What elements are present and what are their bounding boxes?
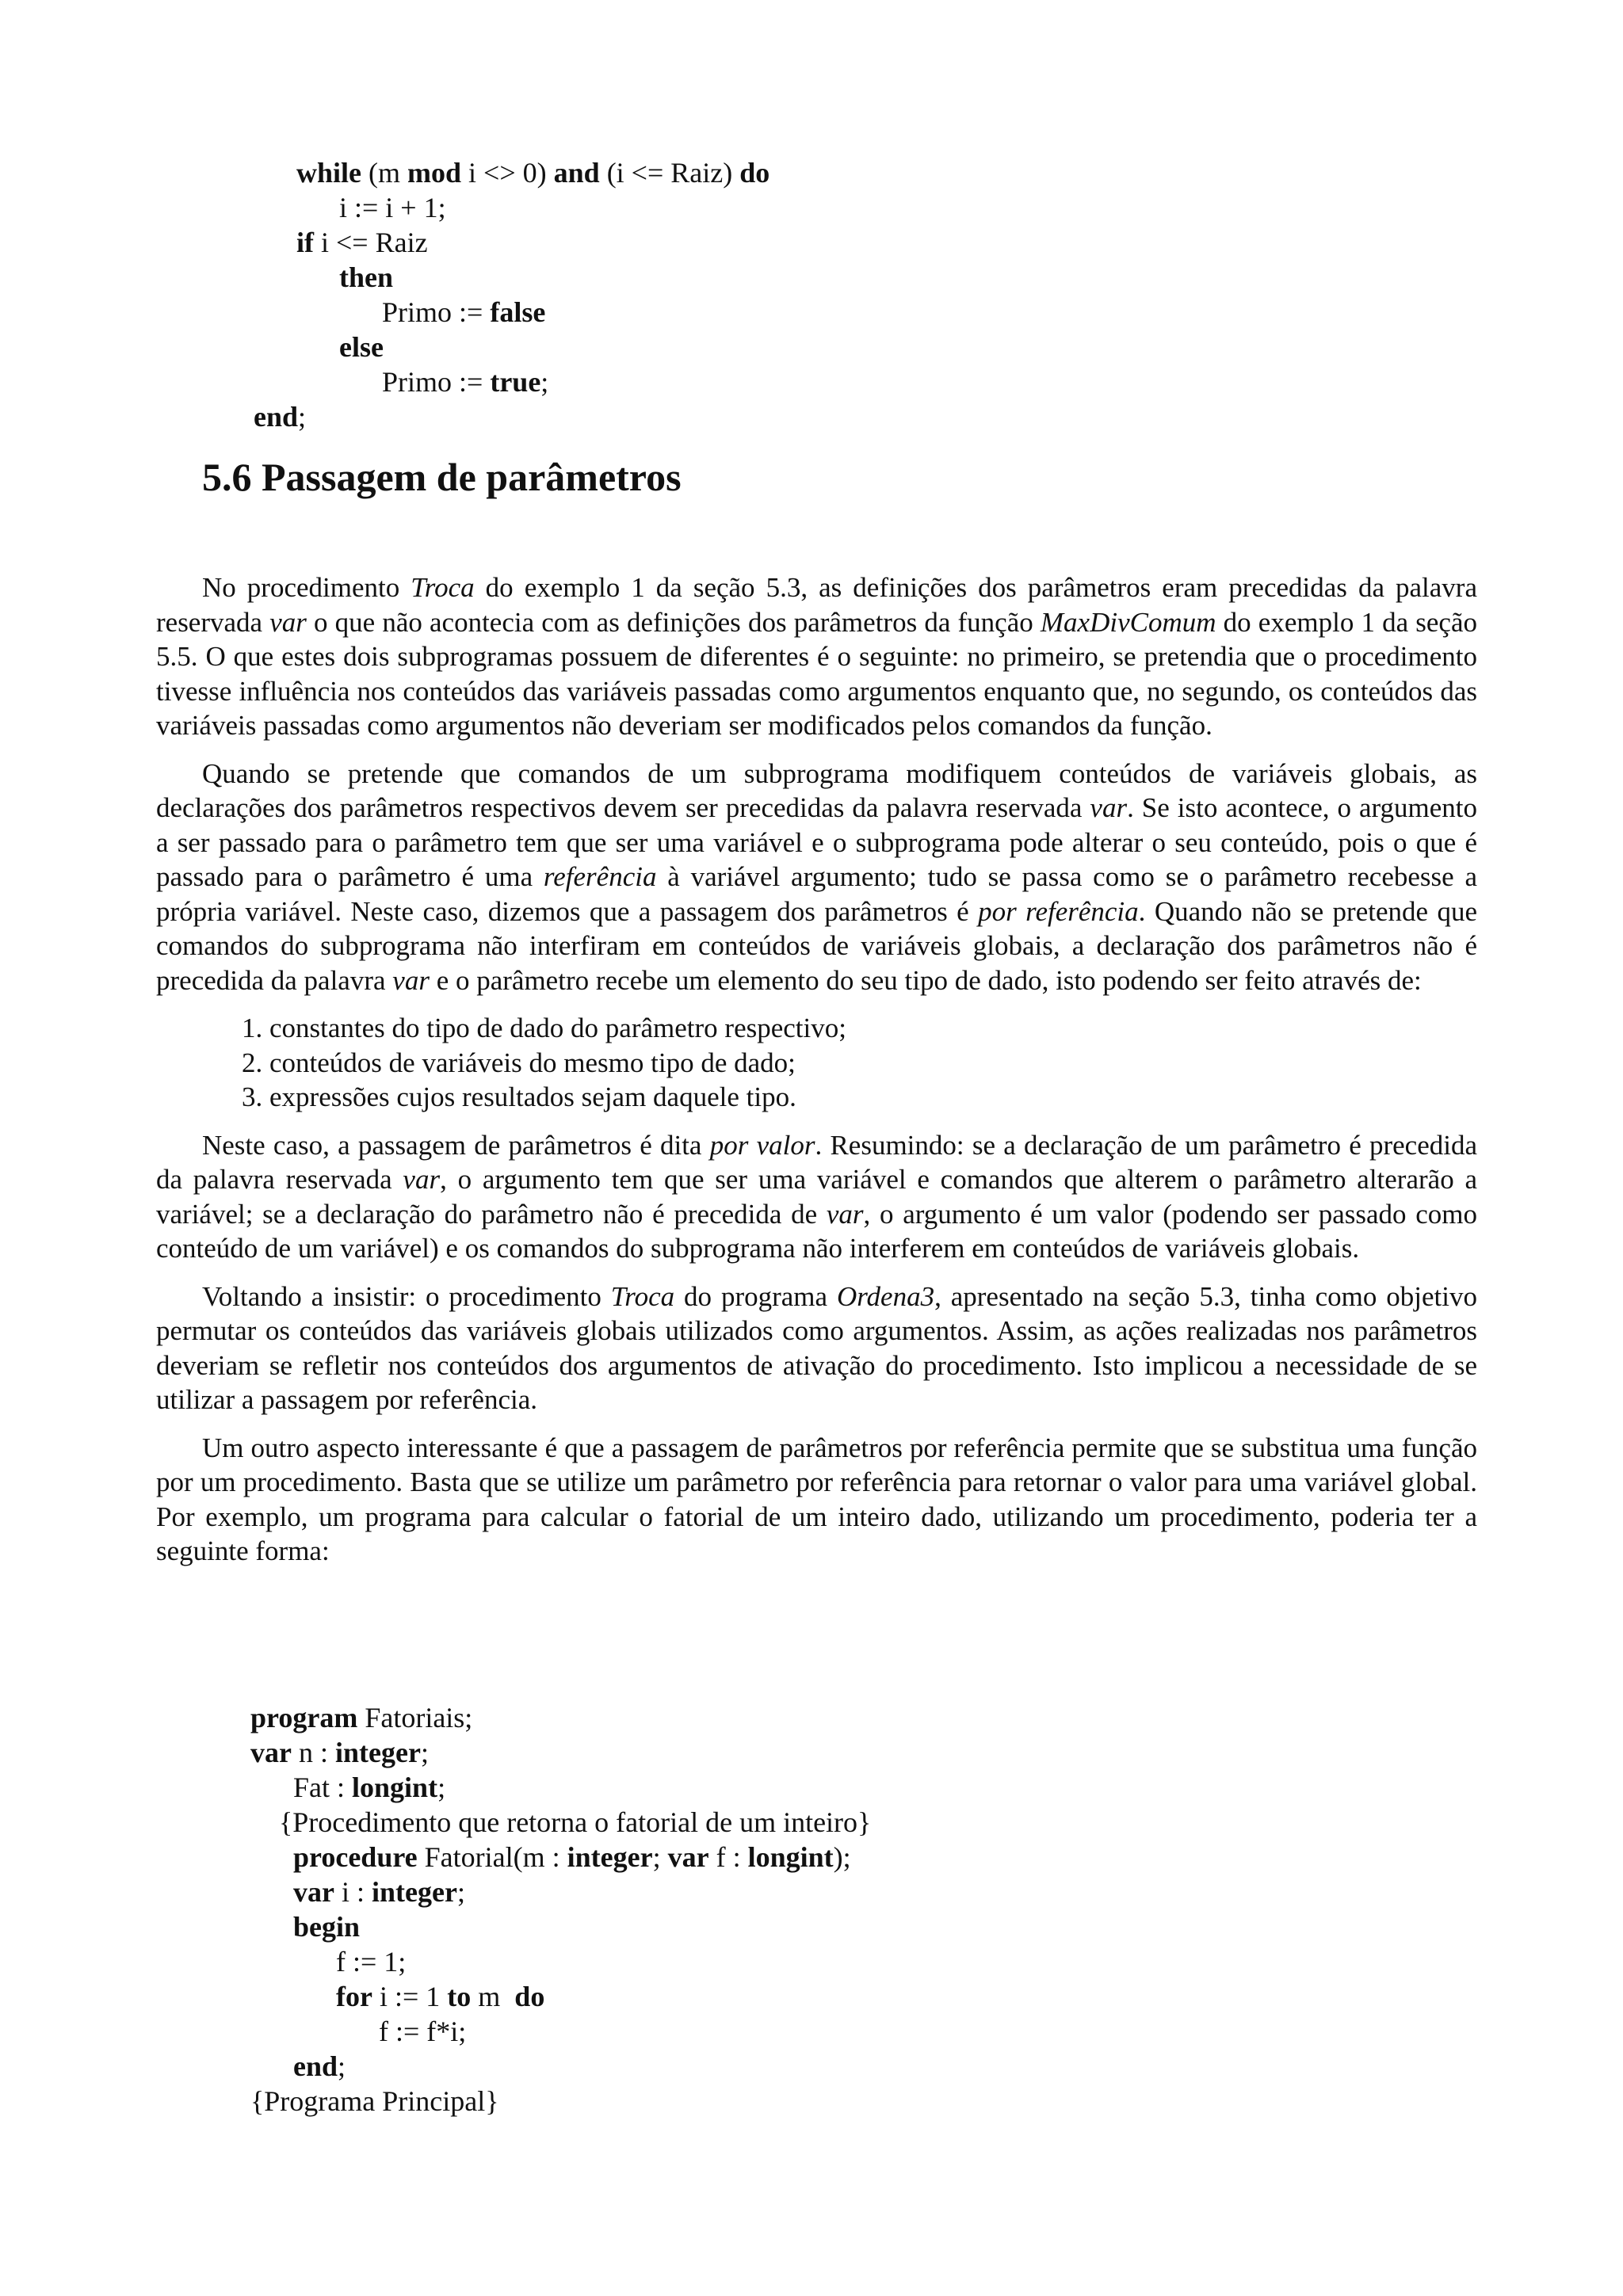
code-line: [0, 364, 769, 399]
text-run: ;: [652, 1841, 668, 1873]
code-line: [0, 399, 769, 434]
keyword: false: [490, 296, 546, 328]
keyword: if: [296, 227, 314, 258]
keyword: end: [293, 2050, 338, 2082]
emphasis: por valor: [709, 1129, 815, 1161]
section-heading: 5.6 Passagem de parâmetros: [202, 455, 682, 499]
text-run: Primo :=: [296, 366, 491, 398]
code-line: [0, 2014, 871, 2049]
text-run: [250, 1911, 293, 1943]
code-block-top: [0, 155, 769, 434]
text-run: f :: [708, 1841, 748, 1873]
code-line: [0, 1840, 871, 1875]
text-run: i <= Raiz: [314, 227, 428, 258]
text-run: ;: [456, 1876, 465, 1908]
code-line: [0, 260, 769, 295]
code-line: [0, 225, 769, 260]
keyword: end: [254, 401, 299, 433]
keyword: mod: [407, 157, 462, 189]
emphasis: MaxDivComum: [1040, 606, 1216, 638]
code-line: [0, 2049, 871, 2084]
code-line: [0, 2084, 871, 2119]
emphasis: Ordena3: [836, 1280, 935, 1312]
text-run: à variável argumento; tudo se passa como se o parâmetro recebesse a própria variável. Neste caso, dizemos que a passagem dos parâmetros é: [156, 861, 1477, 927]
emphasis: var: [269, 606, 307, 638]
emphasis: Troca: [411, 572, 475, 603]
keyword: and: [553, 157, 600, 189]
code-line: [0, 1805, 871, 1840]
keyword: do: [739, 157, 770, 189]
emphasis: referência: [543, 861, 657, 892]
code-line: [0, 1944, 871, 1979]
text-run: {Programa Principal}: [250, 2085, 499, 2117]
keyword: then: [339, 261, 394, 293]
paragraph-5: [156, 1431, 1477, 1569]
emphasis: var: [826, 1198, 864, 1230]
text-run: [296, 331, 339, 363]
keyword: longint: [352, 1772, 438, 1803]
keyword: else: [339, 331, 384, 363]
emphasis: var: [1090, 792, 1128, 823]
body-text: [156, 570, 1477, 1582]
text-run: ;: [298, 401, 307, 433]
keyword: procedure: [293, 1841, 418, 1873]
list-item: 2. conteúdos de variáveis do mesmo tipo de dado;: [242, 1047, 796, 1078]
emphasis: Troca: [610, 1280, 675, 1312]
code-line: [0, 190, 769, 225]
text-run: . Resumindo: se a declaração de um parâmetro é precedida da palavra reservada: [156, 1129, 1477, 1195]
text-run: [250, 1841, 293, 1873]
text-run: ;: [540, 366, 549, 398]
keyword: begin: [293, 1911, 361, 1943]
text-run: Fat :: [250, 1772, 353, 1803]
text-run: , o argumento é um valor (podendo ser passado como conteúdo de um variável) e os comandos do subprograma não interferem em conteúdos de variáveis globais.: [156, 1198, 1477, 1264]
paragraph-3: [156, 1128, 1477, 1266]
text-run: do exemplo 1 da seção 5.5. O que estes dois subprogramas possuem de diferentes é o seguinte: no primeiro, se pretendia que o procedimento tivesse influência nos conteúdos das variáveis passadas como argumentos enquanto que, no segundo, os conteúdos das variáveis passadas como argumentos não deveriam ser modificados pelos comandos da função.: [156, 606, 1478, 741]
keyword: while: [296, 157, 362, 189]
text-run: [250, 1981, 336, 2012]
code-line: [0, 1735, 871, 1770]
text-run: i := i + 1;: [296, 192, 446, 223]
keyword: integer: [372, 1876, 457, 1908]
keyword: program: [250, 1702, 358, 1733]
text-run: do exemplo 1 da seção 5.3, as definições dos parâmetros eram precedidas da palavra reservada: [156, 572, 1477, 638]
keyword: integer: [335, 1737, 421, 1768]
code-line: [0, 1770, 871, 1805]
code-line: [0, 1979, 871, 2014]
code-line: [0, 295, 769, 330]
keyword: to: [447, 1981, 472, 2012]
text-run: {Procedimento que retorna o fatorial de um inteiro}: [250, 1806, 872, 1838]
text-run: Fatoriais;: [357, 1702, 473, 1733]
text-run: . Se isto acontece, o argumento a ser passado para o parâmetro tem que ser uma variável e o subprograma pode alterar o seu conteúdo, pois o que é passado para o parâmetro é uma: [156, 792, 1477, 892]
text-run: , apresentado na seção 5.3, tinha como objetivo permutar os conteúdos das variáveis globais utilizados como argumentos. Assim, as ações realizadas nos parâmetros deveriam se refletir nos conteúdos dos argumentos de ativação do procedimento. Isto implicou a necessidade de se utilizar a passagem por referência.: [156, 1280, 1477, 1415]
text-run: );: [833, 1841, 851, 1873]
text-run: ;: [420, 1737, 429, 1768]
paragraph-4: [156, 1280, 1477, 1417]
text-run: f := f*i;: [250, 2016, 467, 2047]
keyword: integer: [567, 1841, 653, 1873]
text-run: i := 1: [372, 1981, 448, 2012]
text-run: [250, 1876, 293, 1908]
keyword: var: [293, 1876, 334, 1908]
code-line: [0, 1909, 871, 1944]
paragraph-1: [156, 570, 1477, 743]
text-run: ;: [338, 2050, 346, 2082]
text-run: , o argumento tem que ser uma variável e comandos que alterem o parâmetro alterarão a variável; se a declaração do parâmetro não é precedida de: [156, 1164, 1478, 1230]
keyword: var: [667, 1841, 709, 1873]
paragraph-2: [156, 757, 1477, 998]
text-run: . Quando não se pretende que comandos do subprograma não interfiram em conteúdos de variáveis globais, a declaração dos parâmetros não é precedida da palavra: [156, 895, 1477, 996]
text-run: f := 1;: [250, 1946, 407, 1978]
text-run: [250, 2050, 293, 2082]
text-run: No procedimento: [202, 572, 411, 603]
list-item: 1. constantes do tipo de dado do parâmetro respectivo;: [242, 1013, 846, 1043]
text-run: ;: [437, 1772, 446, 1803]
keyword: do: [514, 1981, 545, 2012]
keyword: true: [490, 366, 541, 398]
text-run: m: [471, 1981, 515, 2012]
text-run: do programa: [674, 1280, 837, 1312]
text-run: Voltando a insistir: o procedimento: [202, 1280, 611, 1312]
text-run: (i <= Raiz): [599, 157, 740, 189]
text-run: (m: [361, 157, 408, 189]
emphasis: var: [392, 964, 430, 996]
text-run: [296, 261, 339, 293]
keyword: longint: [747, 1841, 834, 1873]
text-run: Quando se pretende que comandos de um subprograma modifiquem conteúdos de variáveis globais, as declarações dos parâmetros respectivos devem ser precedidas da palavra reservada: [156, 757, 1477, 823]
text-run: Um outro aspecto interessante é que a passagem de parâmetros por referência permite que se substitua uma função por um procedimento. Basta que se utilize um parâmetro por referência para retornar o valor para uma variável global. Por exemplo, um programa para calcular o fatorial de um inteiro dado, utilizando um procedimento, poderia ter a seguinte forma:: [156, 1432, 1477, 1566]
keyword: for: [336, 1981, 372, 2012]
numbered-list: [156, 1011, 1477, 1115]
code-line: [0, 1875, 871, 1909]
code-line: [0, 155, 769, 190]
emphasis: por referência: [978, 895, 1139, 927]
code-block-bottom: [0, 1700, 871, 2119]
text-run: n :: [291, 1737, 335, 1768]
text-run: Neste caso, a passagem de parâmetros é dita: [202, 1129, 710, 1161]
keyword: var: [250, 1737, 292, 1768]
code-line: [0, 1700, 871, 1735]
emphasis: var: [403, 1164, 441, 1195]
text-run: Fatorial(m :: [417, 1841, 567, 1873]
text-run: e o parâmetro recebe um elemento do seu tipo de dado, isto podendo ser feito através de:: [429, 964, 1422, 996]
text-run: i <> 0): [461, 157, 554, 189]
text-run: i :: [334, 1876, 372, 1908]
code-line: [0, 330, 769, 364]
text-run: o que não acontecia com as definições dos parâmetros da função: [306, 606, 1041, 638]
list-item: 3. expressões cujos resultados sejam daquele tipo.: [242, 1081, 796, 1112]
text-run: Primo :=: [296, 296, 491, 328]
